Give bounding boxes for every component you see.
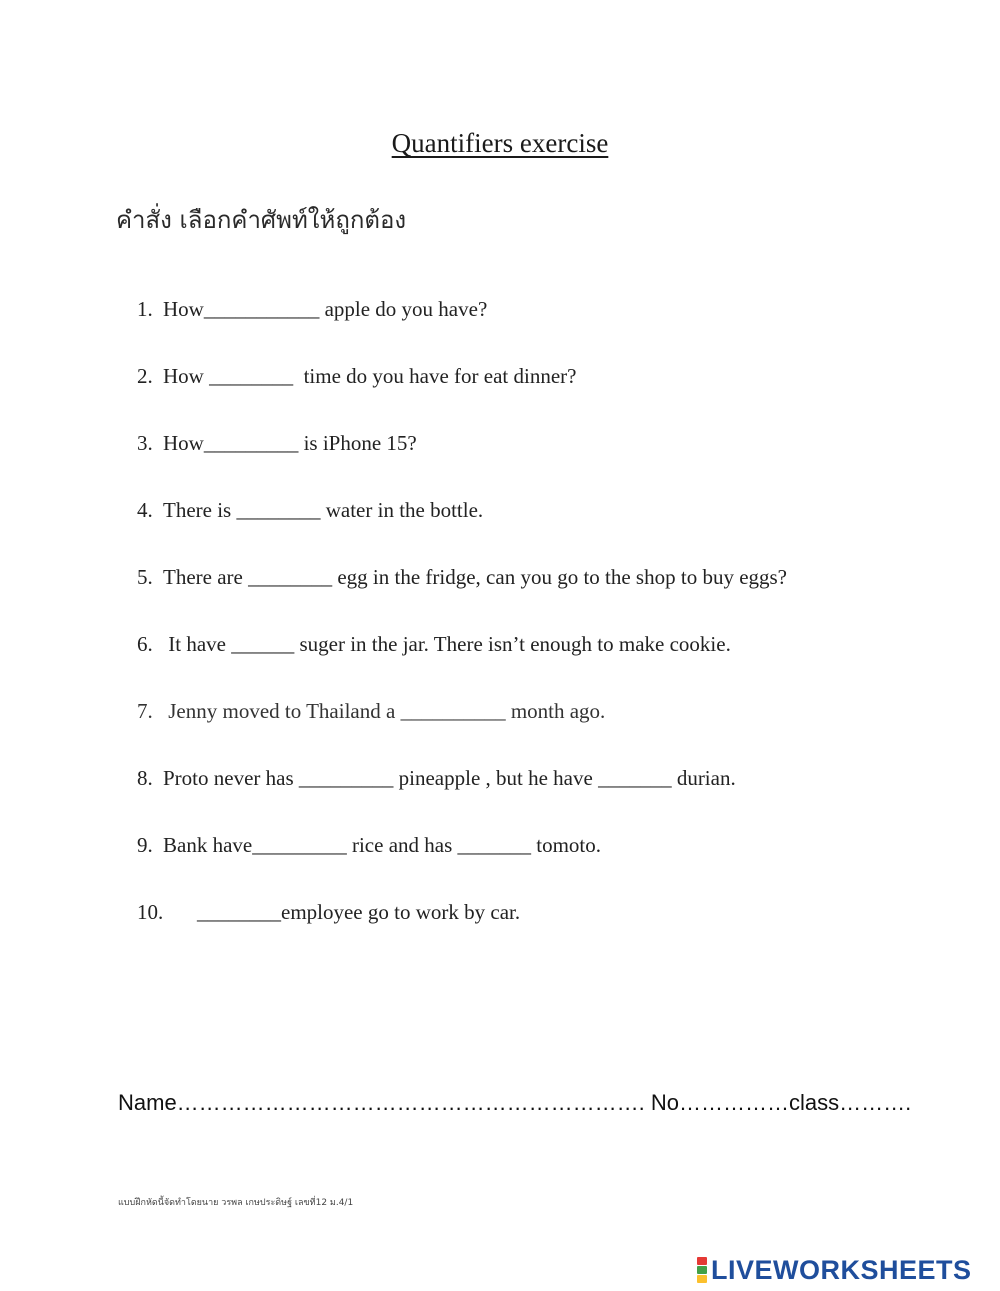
question-item xyxy=(116,339,576,414)
question-item xyxy=(116,607,731,682)
question-number: 9. xyxy=(137,833,153,857)
question-text: There are ________ egg in the fridge, can you go to the shop to buy eggs? xyxy=(163,565,788,589)
question-item xyxy=(116,875,520,950)
author-credit: แบบฝึกหัดนี้จัดทำโดยนาย วรพล เกษประดิษฐ์ เลขที่12 ม.4/1 xyxy=(118,1198,354,1208)
logo-block xyxy=(697,1257,707,1265)
page-title: Quantifiers exercise xyxy=(391,128,609,158)
question-text: How ________ time do you have for eat dinner? xyxy=(163,364,577,388)
question-text: There is ________ water in the bottle. xyxy=(163,498,484,522)
question-text: Bank have_________ rice and has _______ tomoto. xyxy=(163,833,602,857)
name-number-class-line: Name………………………………………………………. No……………class………. xyxy=(118,1090,912,1115)
question-text: Jenny moved to Thailand a __________ month ago. xyxy=(163,699,606,723)
question-number: 10. xyxy=(137,900,164,924)
question-number: 8. xyxy=(137,766,153,790)
liveworksheets-logo xyxy=(697,1255,972,1285)
question-item xyxy=(116,741,736,816)
logo-block xyxy=(697,1275,707,1283)
question-number: 3. xyxy=(137,431,153,455)
question-text: It have ______ suger in the jar. There isn’t enough to make cookie. xyxy=(163,632,731,656)
question-number: 5. xyxy=(137,565,153,589)
question-item xyxy=(116,473,483,548)
question-item xyxy=(116,272,487,347)
question-item xyxy=(116,540,787,615)
question-text: How_________ is iPhone 15? xyxy=(163,431,417,455)
logo-blocks-icon xyxy=(697,1257,707,1283)
question-text: How___________ apple do you have? xyxy=(163,297,488,321)
instruction-text: คำสั่ง เลือกคำศัพท์ให้ถูกต้อง xyxy=(116,206,407,234)
question-text: ________employee go to work by car. xyxy=(197,900,521,924)
question-number: 1. xyxy=(137,297,153,321)
question-number: 7. xyxy=(137,699,153,723)
logo-block xyxy=(697,1266,707,1274)
question-number: 2. xyxy=(137,364,153,388)
question-item xyxy=(116,674,605,749)
question-text: Proto never has _________ pineapple , but he have _______ durian. xyxy=(163,766,736,790)
question-number: 6. xyxy=(137,632,153,656)
question-item xyxy=(116,406,417,481)
question-number: 4. xyxy=(137,498,153,522)
question-item xyxy=(116,808,601,883)
logo-text: LIVEWORKSHEETS xyxy=(711,1254,972,1285)
